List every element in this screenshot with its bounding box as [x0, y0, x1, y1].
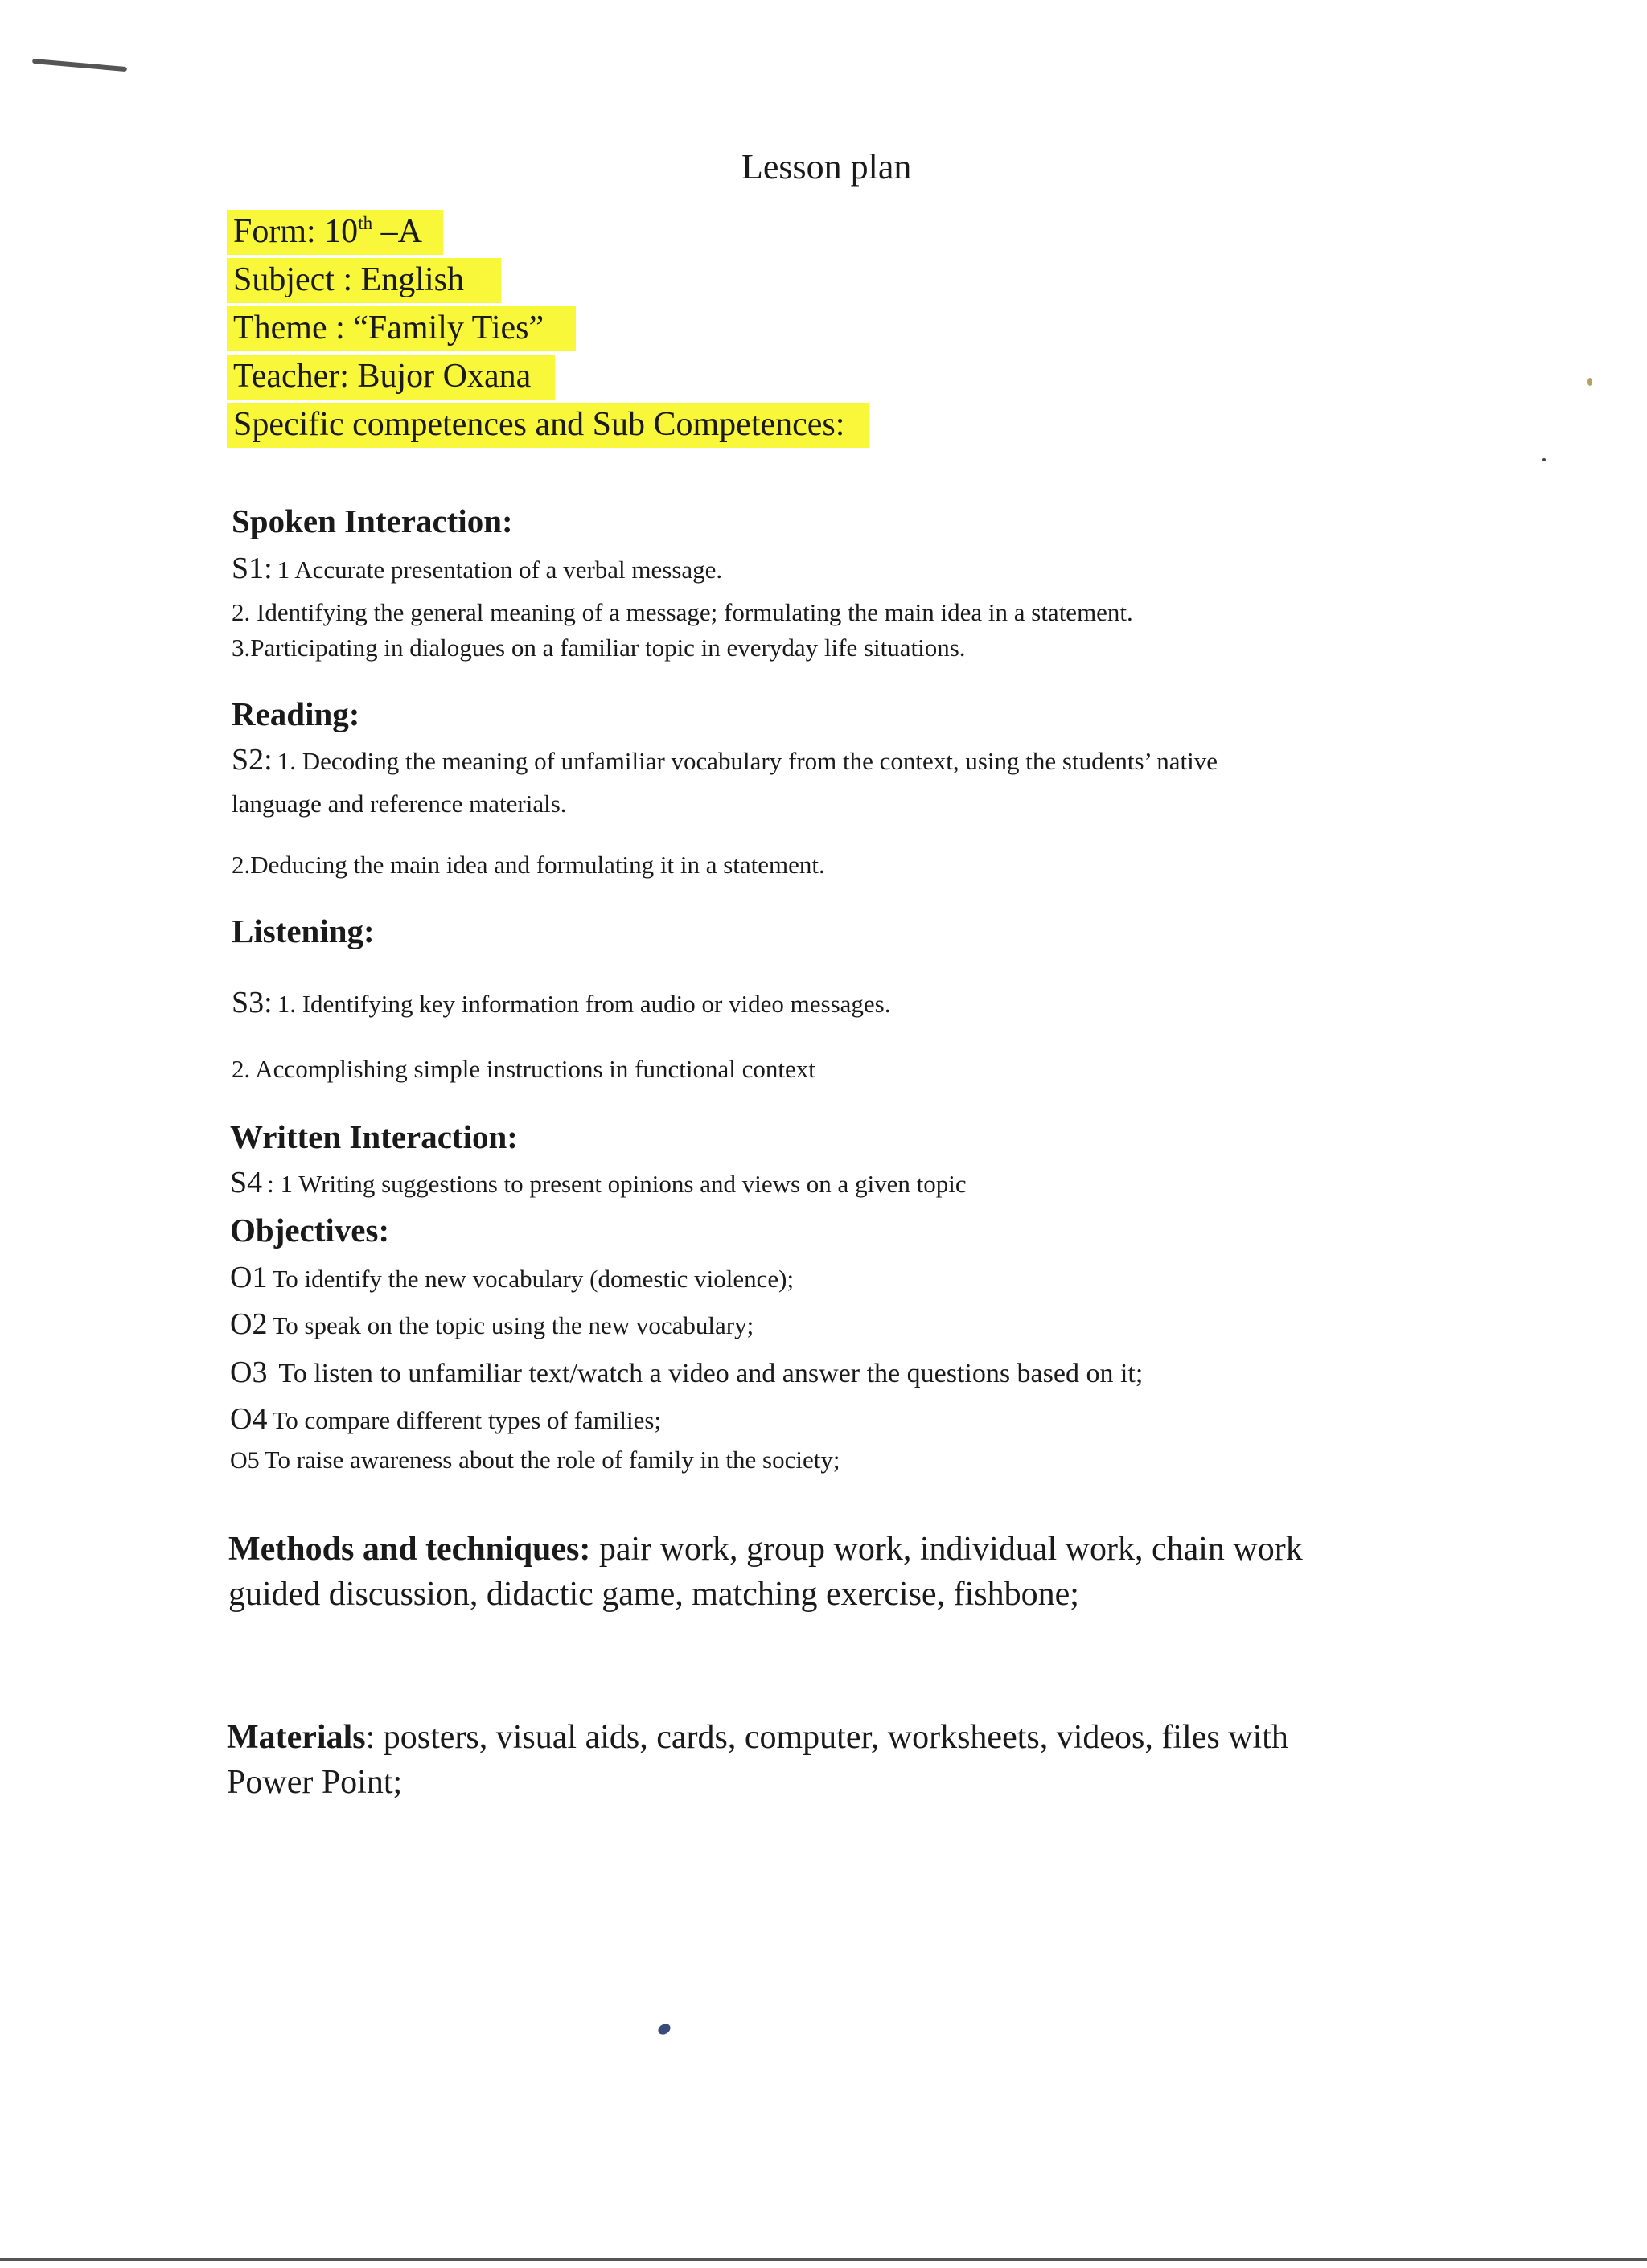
form-superscript: th — [358, 212, 373, 233]
written-item-1 — [230, 1167, 967, 1198]
reading-item-1-line2: language and reference materials. — [232, 789, 567, 818]
objective-3 — [230, 1357, 1143, 1388]
objective-1-text: To identify the new vocabulary (domestic violence); — [272, 1265, 795, 1293]
scan-speck — [1542, 458, 1546, 461]
spoken-heading: Spoken Interaction: — [232, 502, 513, 539]
subject-text: Subject : English — [227, 258, 501, 303]
competences-text: Specific competences and Sub Competences: — [227, 403, 869, 448]
teacher-line — [227, 359, 555, 393]
listening-item-1-text: 1. Identifying key information from audio or video messages. — [277, 990, 891, 1018]
theme-line — [227, 311, 576, 345]
methods-line-1 — [228, 1532, 1303, 1566]
competences-line — [227, 408, 869, 441]
objective-2-code: O2 — [230, 1307, 268, 1341]
methods-label: Methods and techniques: — [228, 1531, 591, 1568]
spoken-code: S1: — [232, 552, 273, 585]
form-suffix: –A — [372, 213, 422, 251]
ink-blot — [656, 2022, 672, 2036]
reading-code: S2: — [232, 743, 273, 777]
objective-4-text: To compare different types of families; — [272, 1406, 662, 1434]
spoken-item-1-text: 1 Accurate presentation of a verbal message. — [277, 556, 723, 584]
reading-item-1 — [232, 744, 1218, 775]
objectives-heading: Objectives: — [230, 1212, 390, 1249]
spoken-item-2: 2. Identifying the general meaning of a message; formulating the main idea in a statement. — [232, 598, 1133, 626]
spoken-item-1 — [232, 553, 722, 584]
listening-item-1 — [232, 987, 890, 1018]
teacher-text: Teacher: Bujor Oxana — [227, 355, 555, 400]
spoken-item-3: 3.Participating in dialogues on a familiar topic in everyday life situations. — [232, 634, 966, 662]
objective-2-text: To speak on the topic using the new vocabulary; — [272, 1311, 754, 1339]
materials-label: Materials — [227, 1719, 366, 1756]
materials-line-2: Power Point; — [227, 1764, 403, 1801]
scan-speck — [1587, 378, 1592, 386]
reading-item-1-line1: 1. Decoding the meaning of unfamiliar vocabulary from the context, using the students’ native — [277, 747, 1218, 775]
materials-line-1-text: : posters, visual aids, cards, computer, worksheets, videos, files with — [365, 1719, 1288, 1756]
methods-line-1-text: pair work, group work, individual work, chain work — [590, 1531, 1303, 1568]
subject-line — [227, 263, 501, 297]
methods-line-2: guided discussion, didactic game, matching exercise, fishbone; — [228, 1576, 1079, 1613]
objective-3-code: O3 — [230, 1355, 268, 1389]
objective-5-text: To raise awareness about the role of family in the society; — [264, 1446, 840, 1474]
written-item-1-text: : 1 Writing suggestions to present opinions and views on a given topic — [267, 1170, 967, 1198]
materials-line-1 — [227, 1720, 1288, 1754]
theme-text: Theme : “Family Ties” — [227, 306, 576, 351]
objective-1-code: O1 — [230, 1261, 268, 1294]
written-code: S4 — [230, 1166, 263, 1200]
listening-code: S3: — [232, 986, 273, 1019]
written-heading: Written Interaction: — [230, 1118, 518, 1155]
form-prefix: Form: 10 — [233, 213, 359, 251]
objective-5-code: O5 — [230, 1447, 260, 1474]
objective-3-text: To listen to unfamiliar text/watch a video and answer the questions based on it; — [272, 1359, 1144, 1388]
objective-2 — [230, 1309, 754, 1339]
objective-1 — [230, 1262, 794, 1293]
scan-edge-line — [0, 2258, 1647, 2261]
objective-5 — [230, 1447, 840, 1473]
reading-item-2: 2.Deducing the main idea and formulating it in a statement. — [232, 851, 825, 879]
reading-heading: Reading: — [232, 695, 360, 732]
listening-item-2: 2. Accomplishing simple instructions in functional context — [232, 1055, 815, 1083]
page-title: Lesson plan — [741, 147, 912, 187]
listening-heading: Listening: — [232, 913, 375, 949]
pen-mark — [32, 59, 127, 72]
objective-4 — [230, 1404, 661, 1434]
form-line — [227, 212, 443, 251]
objective-4-code: O4 — [230, 1402, 268, 1436]
